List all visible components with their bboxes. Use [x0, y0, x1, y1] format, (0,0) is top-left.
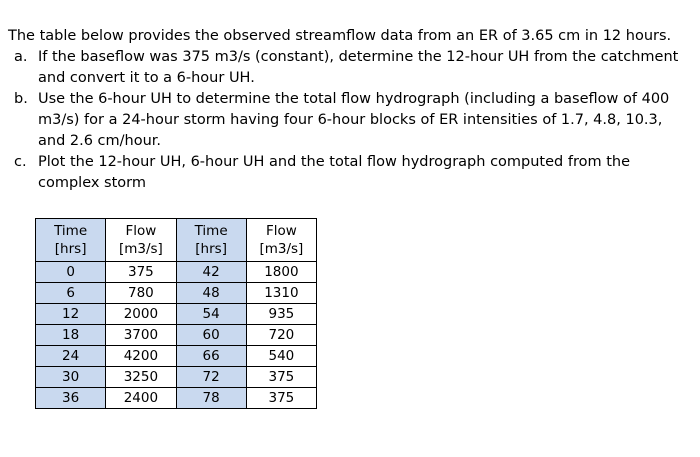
- flow-cell: 935: [246, 304, 316, 325]
- table-row: [36, 346, 317, 367]
- time-cell: 18: [36, 325, 106, 346]
- flow-cell: 2000: [106, 304, 176, 325]
- question-c: [8, 152, 692, 194]
- header-label: Time: [54, 223, 88, 239]
- question-list: [8, 47, 692, 194]
- flow-cell: 540: [246, 346, 316, 367]
- header-unit: [m3/s]: [118, 241, 163, 257]
- header-unit: [m3/s]: [259, 241, 304, 257]
- table-row: [36, 262, 317, 283]
- flow-cell: 375: [246, 388, 316, 409]
- time-cell: 78: [176, 388, 246, 409]
- flow-cell: 720: [246, 325, 316, 346]
- question-letter: b.: [14, 91, 28, 107]
- question-letter: a.: [14, 49, 28, 65]
- table-row: [36, 283, 317, 304]
- question-b: [8, 89, 692, 152]
- time-cell: 6: [36, 283, 106, 304]
- header-unit: [hrs]: [54, 241, 87, 257]
- header-label: Flow: [265, 223, 297, 239]
- flow-cell: 1310: [246, 283, 316, 304]
- flow-cell: 2400: [106, 388, 176, 409]
- header-flow-1: [106, 219, 176, 262]
- question-text: Plot the 12-hour UH, 6-hour UH and the total flow hydrograph computed from the complex storm: [38, 154, 630, 191]
- table-row: [36, 388, 317, 409]
- question-text: Use the 6-hour UH to determine the total flow hydrograph (including a baseflow of 400 m3/s) for a 24-hour storm having four 6-hour blocks of ER intensities of 1.7, 4.8, 10.3, and 2.6 cm/hour.: [38, 91, 670, 149]
- time-cell: 54: [176, 304, 246, 325]
- flow-cell: 780: [106, 283, 176, 304]
- header-time-1: [36, 219, 106, 262]
- time-cell: 48: [176, 283, 246, 304]
- time-cell: 12: [36, 304, 106, 325]
- header-label: Flow: [125, 223, 157, 239]
- time-cell: 0: [36, 262, 106, 283]
- time-cell: 30: [36, 367, 106, 388]
- flow-cell: 3700: [106, 325, 176, 346]
- time-cell: 66: [176, 346, 246, 367]
- question-letter: c.: [14, 154, 27, 170]
- time-cell: 72: [176, 367, 246, 388]
- time-cell: 60: [176, 325, 246, 346]
- question-text: If the baseflow was 375 m3/s (constant), determine the 12-hour UH from the catchment and convert it to a 6-hour UH.: [38, 49, 679, 86]
- table-row: [36, 367, 317, 388]
- table-row: [36, 325, 317, 346]
- flow-cell: 375: [246, 367, 316, 388]
- header-flow-2: [246, 219, 316, 262]
- table-row: [36, 304, 317, 325]
- time-cell: 42: [176, 262, 246, 283]
- intro-text: The table below provides the observed streamflow data from an ER of 3.65 cm in 12 hours.: [8, 28, 672, 44]
- flow-cell: 3250: [106, 367, 176, 388]
- header-label: Time: [194, 223, 228, 239]
- header-time-2: [176, 219, 246, 262]
- flow-cell: 375: [106, 262, 176, 283]
- time-cell: 24: [36, 346, 106, 367]
- time-cell: 36: [36, 388, 106, 409]
- header-unit: [hrs]: [195, 241, 227, 257]
- flow-cell: 4200: [106, 346, 176, 367]
- flow-cell: 1800: [246, 262, 316, 283]
- question-a: [8, 47, 692, 89]
- table-header-row: [36, 219, 317, 262]
- streamflow-table: [35, 218, 317, 409]
